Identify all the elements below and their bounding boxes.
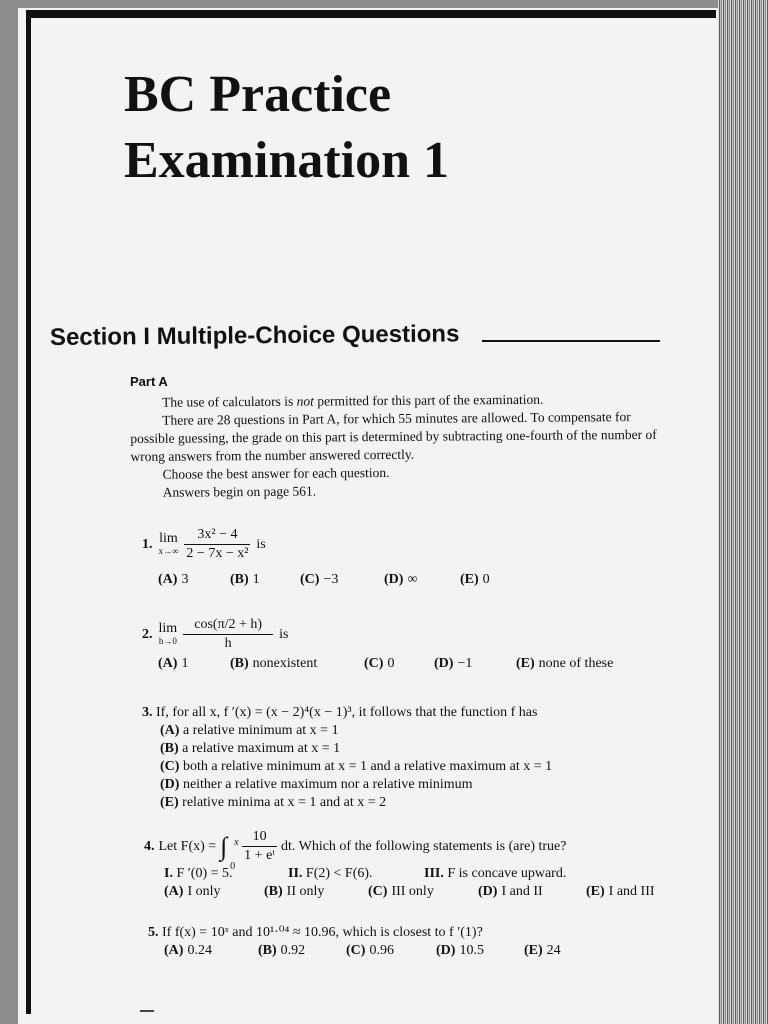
integral-sign: ∫ x 0: [220, 831, 239, 872]
integrand-fraction: $\frac{10}{\text{1 + eᵗ}}$: [244, 829, 275, 863]
choice-b[interactable]: (B) 1: [230, 572, 260, 587]
choice-d[interactable]: (D) −1: [434, 656, 473, 671]
choice-a[interactable]: (A) I only: [164, 884, 221, 899]
question-tail: is: [256, 536, 266, 552]
question-number: 5.: [148, 925, 159, 940]
choice-a[interactable]: (A) 1: [158, 656, 189, 671]
exam-title: [124, 62, 449, 194]
choice-c[interactable]: (C) 0.96: [346, 943, 394, 958]
answer-choices: [158, 571, 562, 589]
choice-d[interactable]: (D) 10.5: [436, 943, 484, 958]
question-1: [142, 526, 562, 589]
choice-c[interactable]: (C) 0: [364, 656, 395, 671]
choice-d[interactable]: (D) neither a relative maximum nor a relative minimum: [160, 777, 473, 792]
choice-e[interactable]: (E) 0: [460, 572, 490, 587]
question-number: 1.: [142, 536, 153, 552]
page-mark: [140, 1010, 154, 1012]
question-number: 4.: [144, 838, 155, 854]
choice-b[interactable]: (B) nonexistent: [230, 656, 318, 671]
statement-3: III. F is concave upward.: [424, 866, 567, 881]
limit-fraction: $\frac{\text{3x² − 4}}{\text{2 − 7x − x²}}$: [186, 527, 249, 561]
question-2: [142, 616, 662, 673]
question-4: [144, 828, 674, 901]
instruction-time: There are 28 questions in Part A, for which 55 minutes are allowed. To compensate for possible guessing, the grade on this part is determined by subtracting one-fourth of the number of wrong answers from the number answered correctly.: [130, 409, 657, 464]
answer-choices: [160, 722, 662, 812]
choice-a[interactable]: (A) 0.24: [164, 943, 212, 958]
choice-c[interactable]: (C) −3: [300, 572, 339, 587]
question-number: 3.: [142, 705, 153, 720]
choice-e[interactable]: (E) 24: [524, 943, 561, 958]
statements: [164, 865, 674, 883]
answer-choices: [164, 883, 674, 901]
choice-c[interactable]: (C) III only: [368, 884, 434, 899]
question-tail: is: [279, 626, 289, 642]
choice-b[interactable]: (B) 0.92: [258, 943, 306, 958]
choice-b[interactable]: (B) a relative maximum at x = 1: [160, 741, 341, 756]
section-heading: Section I Multiple-Choice Questions: [49, 320, 460, 351]
instructions: [130, 390, 671, 502]
instruction-calculators: The use of calculators is not permitted for this part of the examination.: [162, 391, 544, 410]
statement-1: I. F ′(0) = 5.: [164, 866, 233, 881]
page-top-edge: [26, 10, 716, 18]
instruction-choose: Choose the best answer for each question.: [162, 464, 390, 482]
choice-e[interactable]: (E) none of these: [516, 656, 614, 671]
section-rule: [482, 340, 660, 342]
exam-title-line1: BC Practice: [124, 66, 392, 123]
question-stem-start: Let F(x) =: [158, 838, 217, 854]
choice-e[interactable]: (E) relative minima at x = 1 and at x = 2: [160, 795, 387, 810]
answer-choices: [164, 942, 668, 960]
question-3: [142, 704, 662, 812]
instruction-answers: Answers begin on page 561.: [162, 483, 317, 500]
limit-operator: lim h→0: [158, 620, 178, 646]
book-spine-edge: [718, 0, 768, 1024]
question-stem: If, for all x, f ′(x) = (x − 2)⁴(x − 1)³, it follows that the function f has: [156, 705, 538, 720]
choice-a[interactable]: (A) 3: [158, 572, 189, 587]
limit-operator: lim x→∞: [158, 530, 179, 556]
choice-d[interactable]: (D) I and II: [478, 884, 543, 899]
limit-fraction: $\frac{\cos(\pi/2 + h)}{h}$: [183, 616, 273, 653]
choice-a[interactable]: (A) a relative minimum at x = 1: [160, 723, 339, 738]
choice-b[interactable]: (B) II only: [264, 884, 325, 899]
exam-title-line2: Examination 1: [124, 132, 450, 189]
question-stem: If f(x) = 10ˣ and 10¹·⁰⁴ ≈ 10.96, which is closest to f ′(1)?: [162, 925, 483, 940]
choice-d[interactable]: (D) ∞: [384, 572, 418, 587]
part-label: Part A: [130, 374, 168, 389]
question-stem-end: dt. Which of the following statements is (are) true?: [280, 838, 567, 854]
choice-c[interactable]: (C) both a relative minimum at x = 1 and a relative maximum at x = 1: [160, 759, 553, 774]
choice-e[interactable]: (E) I and III: [586, 884, 655, 899]
question-number: 2.: [142, 626, 153, 642]
statement-2: II. F(2) < F(6).: [288, 866, 373, 881]
question-5: [148, 924, 668, 960]
page-left-edge: [26, 14, 31, 1014]
answer-choices: [158, 655, 662, 673]
